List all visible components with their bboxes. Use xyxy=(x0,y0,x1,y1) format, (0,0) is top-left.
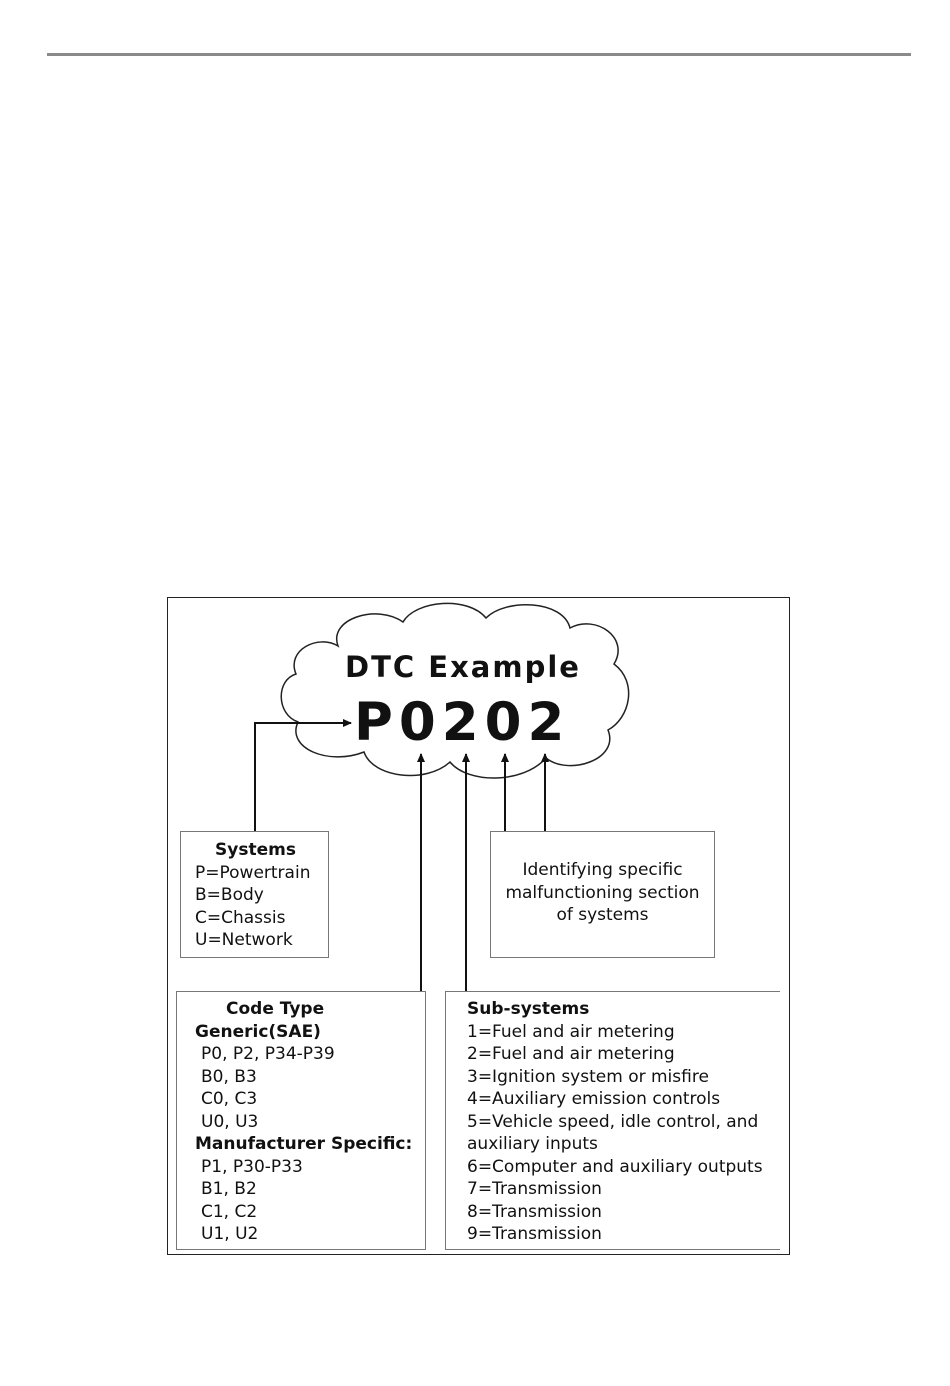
subsystems-item: 2=Fuel and air metering xyxy=(467,1044,675,1064)
systems-item: U=Network xyxy=(195,930,293,950)
subsystems-item: 6=Computer and auxiliary outputs xyxy=(467,1156,763,1177)
generic-item: U0, U3 xyxy=(201,1111,259,1132)
code-type-box xyxy=(176,991,426,1250)
generic-item: C0, C3 xyxy=(201,1089,258,1109)
systems-item: B=Body xyxy=(195,885,264,905)
identify-box xyxy=(490,831,715,958)
systems-item: C=Chassis xyxy=(195,907,286,928)
systems-box xyxy=(180,831,329,958)
manufacturer-item: B1, B2 xyxy=(201,1179,257,1199)
subsystems-box xyxy=(445,991,780,1250)
subsystems-item: 7=Transmission xyxy=(467,1179,602,1199)
manufacturer-item: C1, C2 xyxy=(201,1201,258,1222)
subsystems-item: 9=Transmission xyxy=(467,1224,602,1244)
header-rule xyxy=(47,53,911,56)
generic-heading: Generic(SAE) xyxy=(195,1021,321,1042)
subsystems-item: 1=Fuel and air metering xyxy=(467,1021,675,1042)
generic-item: P0, P2, P34-P39 xyxy=(201,1044,335,1064)
identify-text: Identifying specific malfunctioning section of systems xyxy=(505,860,700,925)
subsystems-heading: Sub-systems xyxy=(467,999,590,1019)
generic-item: B0, B3 xyxy=(201,1066,257,1087)
dtc-diagram xyxy=(167,597,790,1255)
manufacturer-item: U1, U2 xyxy=(201,1224,259,1244)
subsystems-item: 4=Auxiliary emission controls xyxy=(467,1089,721,1109)
systems-item: P=Powertrain xyxy=(195,862,311,883)
systems-heading: Systems xyxy=(215,840,296,860)
cloud-title: DTC Example xyxy=(345,650,581,684)
dtc-code: P0202 xyxy=(354,692,571,753)
subsystems-item: 8=Transmission xyxy=(467,1201,602,1222)
subsystems-item: 5=Vehicle speed, idle control, and auxiliary inputs xyxy=(467,1111,759,1154)
subsystems-item: 3=Ignition system or misfire xyxy=(467,1066,709,1087)
manufacturer-heading: Manufacturer Specific: xyxy=(195,1134,413,1154)
manufacturer-item: P1, P30-P33 xyxy=(201,1156,303,1177)
code-type-heading: Code Type xyxy=(226,999,325,1019)
